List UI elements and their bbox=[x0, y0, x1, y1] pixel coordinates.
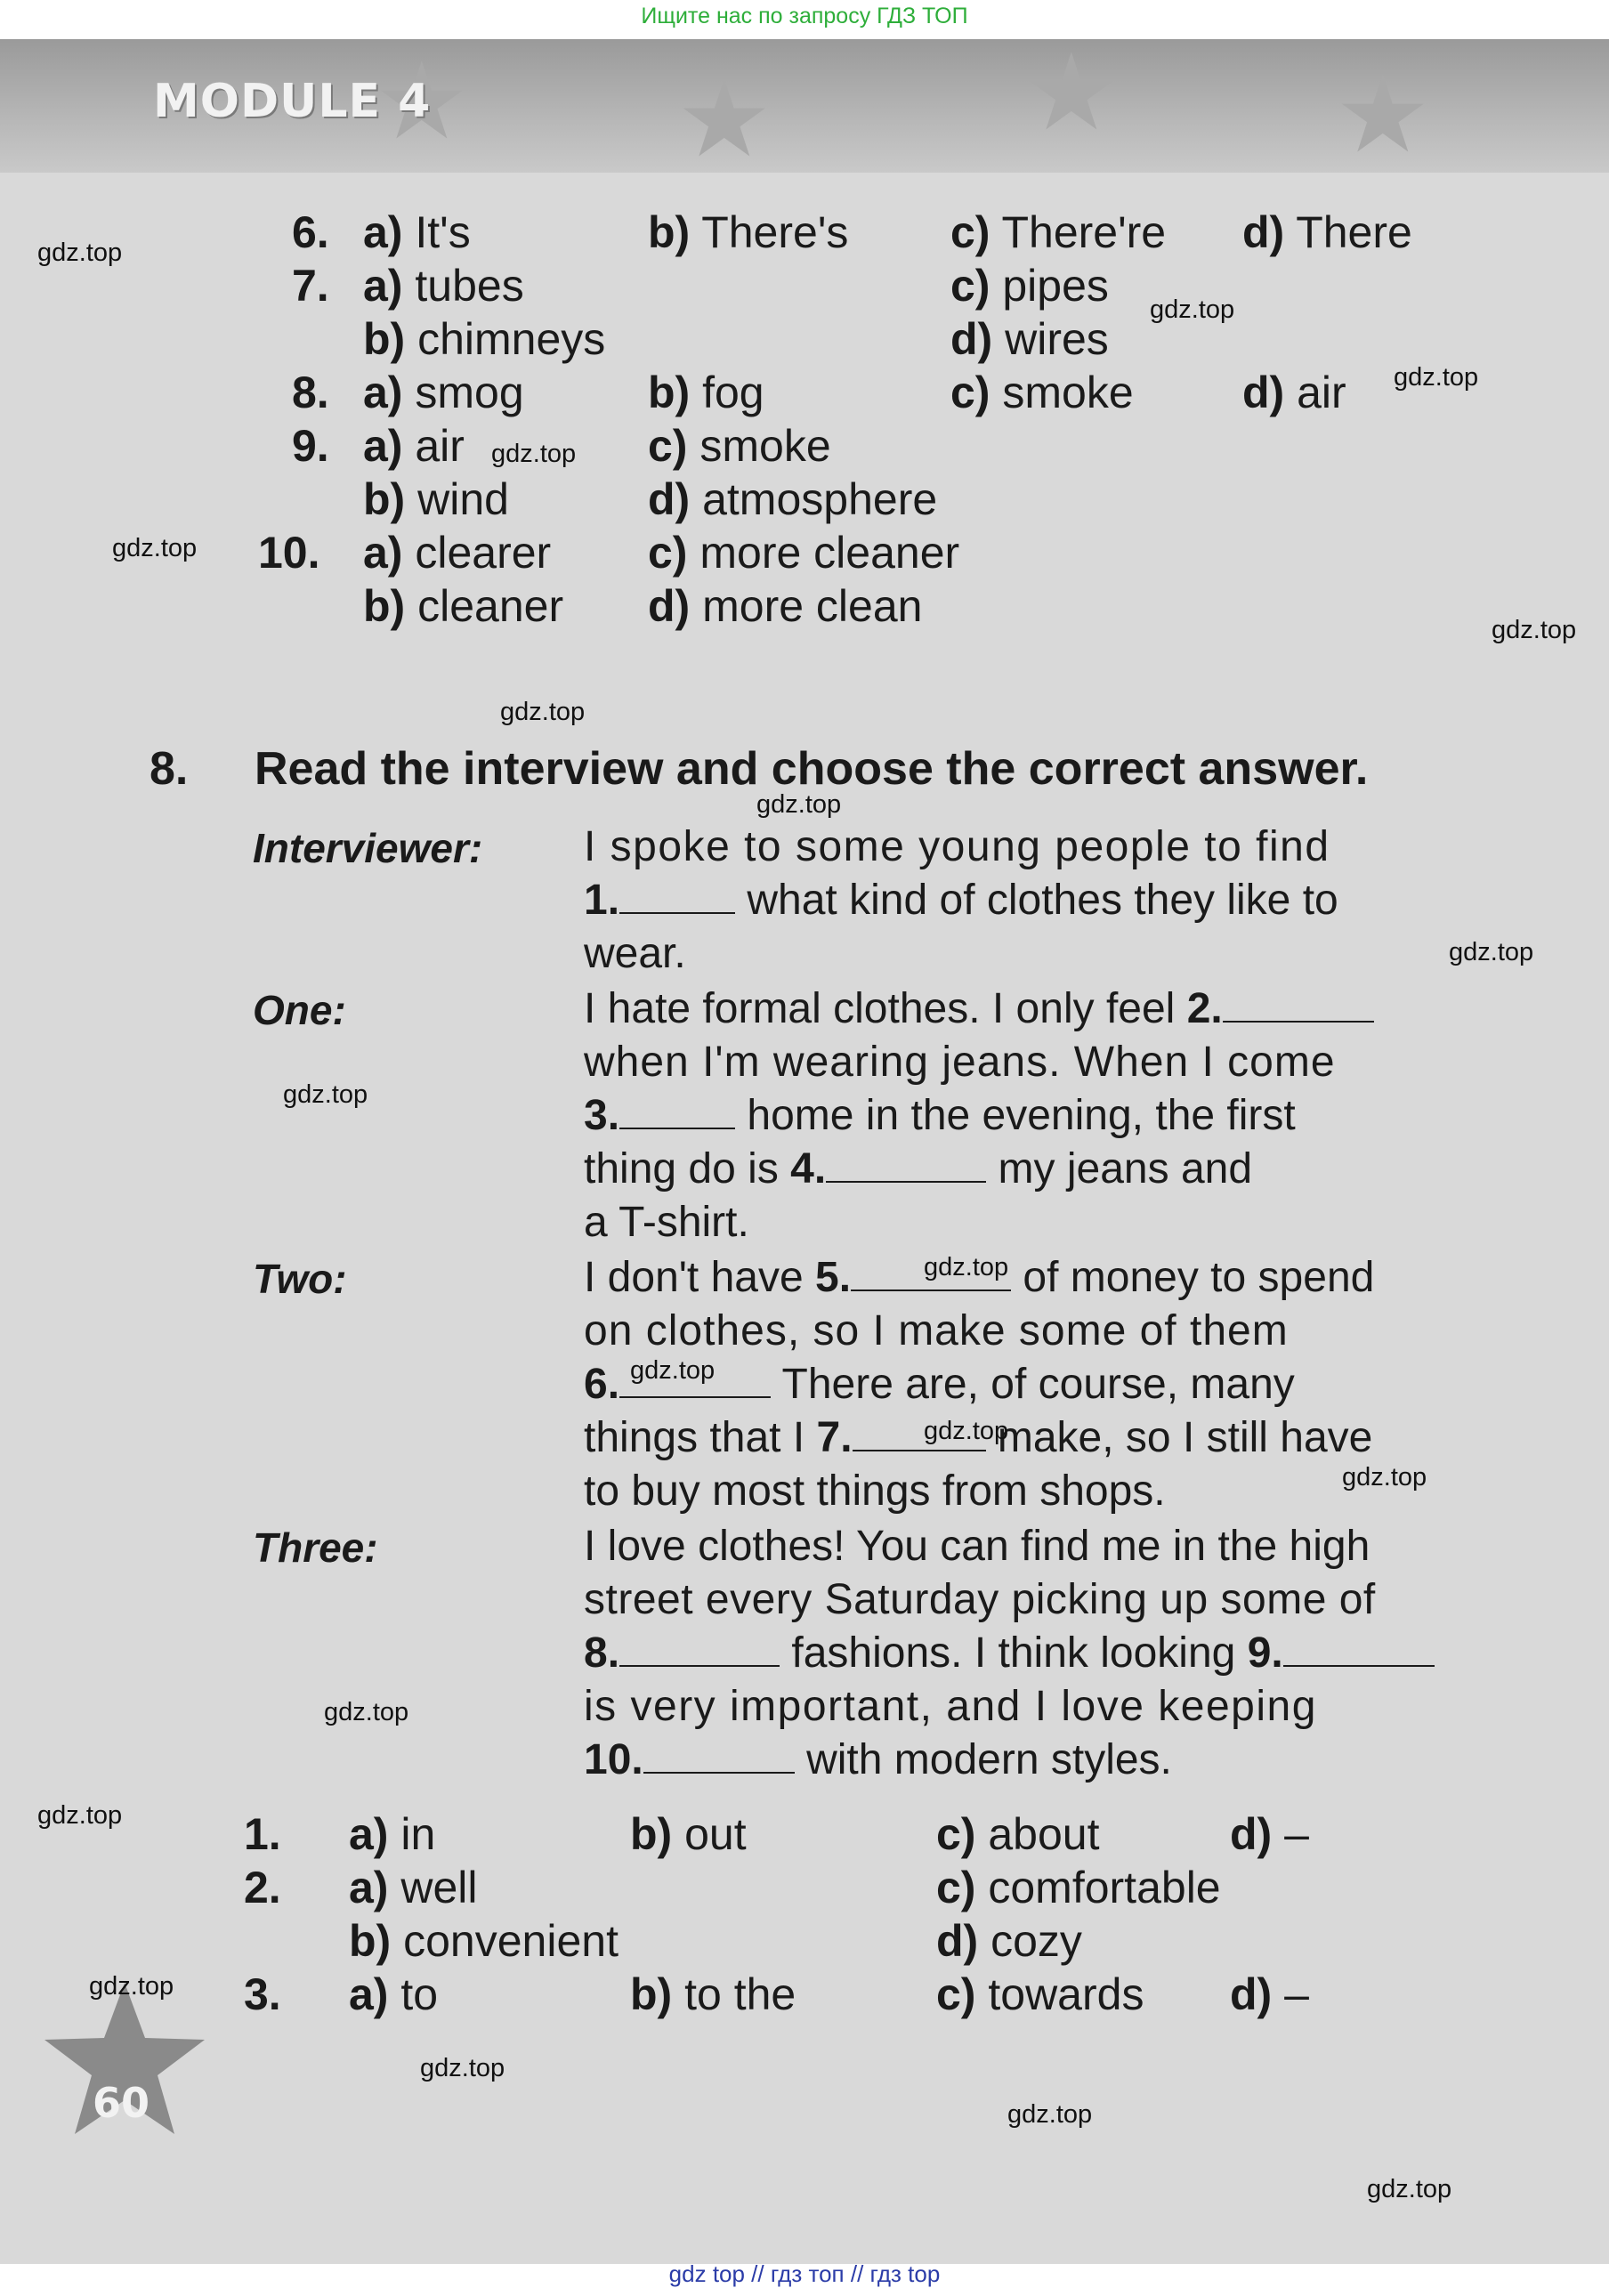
q7-option-b: b) chimneys bbox=[363, 314, 606, 364]
q7-option-c: c) pipes bbox=[950, 261, 1109, 311]
q10-option-b: b) cleaner bbox=[363, 581, 564, 631]
speaker-two: Two: bbox=[253, 1256, 347, 1302]
a1-number: 1. bbox=[244, 1809, 281, 1859]
star-decoration-icon: ★ bbox=[676, 60, 772, 179]
q9-option-a: a) air bbox=[363, 421, 465, 471]
page-number: 60 bbox=[93, 2079, 150, 2127]
watermark: gdz.top bbox=[112, 534, 198, 562]
a2-option-d: d) cozy bbox=[936, 1916, 1082, 1966]
three-line-3: 8. fashions. I think looking 9. bbox=[584, 1632, 1435, 1675]
q10-option-c: c) more cleaner bbox=[648, 528, 960, 578]
q10-option-d: d) more clean bbox=[648, 581, 923, 631]
watermark: gdz.top bbox=[756, 790, 842, 819]
q8-option-b: b) fog bbox=[648, 368, 764, 417]
watermark: gdz.top bbox=[1394, 363, 1479, 392]
q9-number: 9. bbox=[292, 421, 329, 471]
exercise-number: 8. bbox=[150, 743, 189, 795]
interviewer-line-3: wear. bbox=[584, 930, 686, 977]
q7-option-d: d) wires bbox=[950, 314, 1109, 364]
watermark: gdz.top bbox=[1342, 1463, 1427, 1492]
q7-option-a: a) tubes bbox=[363, 261, 524, 311]
watermark: gdz.top bbox=[283, 1080, 368, 1109]
a2-option-c: c) comfortable bbox=[936, 1863, 1221, 1912]
q6-option-b: b) There's bbox=[648, 207, 849, 257]
two-line-4: things that I 7. make, so I still have bbox=[584, 1414, 1373, 1461]
one-line-5: a T-shirt. bbox=[584, 1199, 749, 1246]
a2-option-a: a) well bbox=[349, 1863, 478, 1912]
watermark: gdz.top bbox=[1150, 295, 1235, 324]
speaker-interviewer: Interviewer: bbox=[253, 825, 483, 871]
module-header-band bbox=[0, 33, 1609, 179]
q6-option-d: d) There bbox=[1242, 207, 1412, 257]
q7-number: 7. bbox=[292, 261, 329, 311]
watermark: gdz.top bbox=[1449, 938, 1534, 966]
one-line-2: when I'm wearing jeans. When I come bbox=[584, 1039, 1336, 1086]
watermark: gdz.top bbox=[420, 2054, 505, 2082]
module-title: MODULE 4 bbox=[153, 75, 432, 128]
q9-option-c: c) smoke bbox=[648, 421, 831, 471]
three-line-4: is very important, and I love keeping bbox=[584, 1683, 1317, 1730]
watermark: gdz.top bbox=[1492, 616, 1577, 644]
a2-option-b: b) convenient bbox=[349, 1916, 619, 1966]
two-line-5: to buy most things from shops. bbox=[584, 1467, 1166, 1515]
watermark: gdz.top bbox=[924, 1253, 1009, 1281]
three-line-1: I love clothes! You can find me in the high bbox=[584, 1523, 1370, 1570]
page-star-icon bbox=[36, 1976, 214, 2154]
q8-option-a: a) smog bbox=[363, 368, 524, 417]
watermark: gdz.top bbox=[924, 1417, 1009, 1445]
a1-option-d: d) – bbox=[1230, 1809, 1309, 1859]
a1-option-b: b) out bbox=[630, 1809, 747, 1859]
q6-number: 6. bbox=[292, 207, 329, 257]
footer-links[interactable]: gdz top // гдз топ // гдз top bbox=[668, 2260, 941, 2287]
q6-option-a: a) It's bbox=[363, 207, 471, 257]
three-line-5: 10. with modern styles. bbox=[584, 1736, 1172, 1783]
a3-option-b: b) to the bbox=[630, 1969, 796, 2019]
star-decoration-icon: ★ bbox=[1335, 55, 1431, 174]
speaker-one: One: bbox=[253, 987, 346, 1033]
top-search-hint[interactable]: Ищите нас по запросу ГДЗ ТОП bbox=[641, 4, 968, 28]
watermark: gdz.top bbox=[37, 238, 123, 267]
watermark: gdz.top bbox=[324, 1698, 409, 1726]
q8-option-c: c) smoke bbox=[950, 368, 1134, 417]
watermark: gdz.top bbox=[500, 698, 586, 726]
a3-number: 3. bbox=[244, 1969, 281, 2019]
q8-option-d: d) air bbox=[1242, 368, 1346, 417]
two-line-3: 6. There are, of course, many bbox=[584, 1361, 1295, 1408]
interviewer-line-1: I spoke to some young people to find bbox=[584, 823, 1330, 870]
star-decoration-icon: ★ bbox=[1023, 33, 1120, 152]
one-line-3: 3. home in the evening, the first bbox=[584, 1092, 1296, 1139]
star-decoration-icon: ★ bbox=[374, 42, 470, 161]
a3-option-d: d) – bbox=[1230, 1969, 1309, 2019]
watermark: gdz.top bbox=[1367, 2175, 1452, 2203]
interviewer-line-2: 1. what kind of clothes they like to bbox=[584, 877, 1338, 924]
q9-option-d: d) atmosphere bbox=[648, 474, 938, 524]
watermark: gdz.top bbox=[630, 1356, 716, 1385]
watermark: gdz.top bbox=[37, 1801, 123, 1830]
speaker-three: Three: bbox=[253, 1524, 378, 1571]
q6-option-c: c) There're bbox=[950, 207, 1167, 257]
three-line-2: street every Saturday picking up some of bbox=[584, 1576, 1376, 1623]
a3-option-a: a) to bbox=[349, 1969, 439, 2019]
watermark: gdz.top bbox=[491, 440, 577, 468]
q9-option-b: b) wind bbox=[363, 474, 509, 524]
two-line-2: on clothes, so I make some of them bbox=[584, 1307, 1289, 1354]
a3-option-c: c) towards bbox=[936, 1969, 1144, 2019]
q10-number: 10. bbox=[258, 528, 320, 578]
exercise-instruction: Read the interview and choose the correct answer. bbox=[255, 743, 1369, 795]
watermark: gdz.top bbox=[1007, 2100, 1093, 2129]
a1-option-a: a) in bbox=[349, 1809, 436, 1859]
watermark: gdz.top bbox=[89, 1972, 174, 2001]
one-line-1: I hate formal clothes. I only feel 2. bbox=[584, 988, 1374, 1031]
two-line-1: I don't have 5. of money to spend bbox=[584, 1254, 1375, 1301]
a2-number: 2. bbox=[244, 1863, 281, 1912]
one-line-4: thing do is 4. my jeans and bbox=[584, 1145, 1253, 1192]
q10-option-a: a) clearer bbox=[363, 528, 552, 578]
q8-number: 8. bbox=[292, 368, 329, 417]
a1-option-c: c) about bbox=[936, 1809, 1100, 1859]
